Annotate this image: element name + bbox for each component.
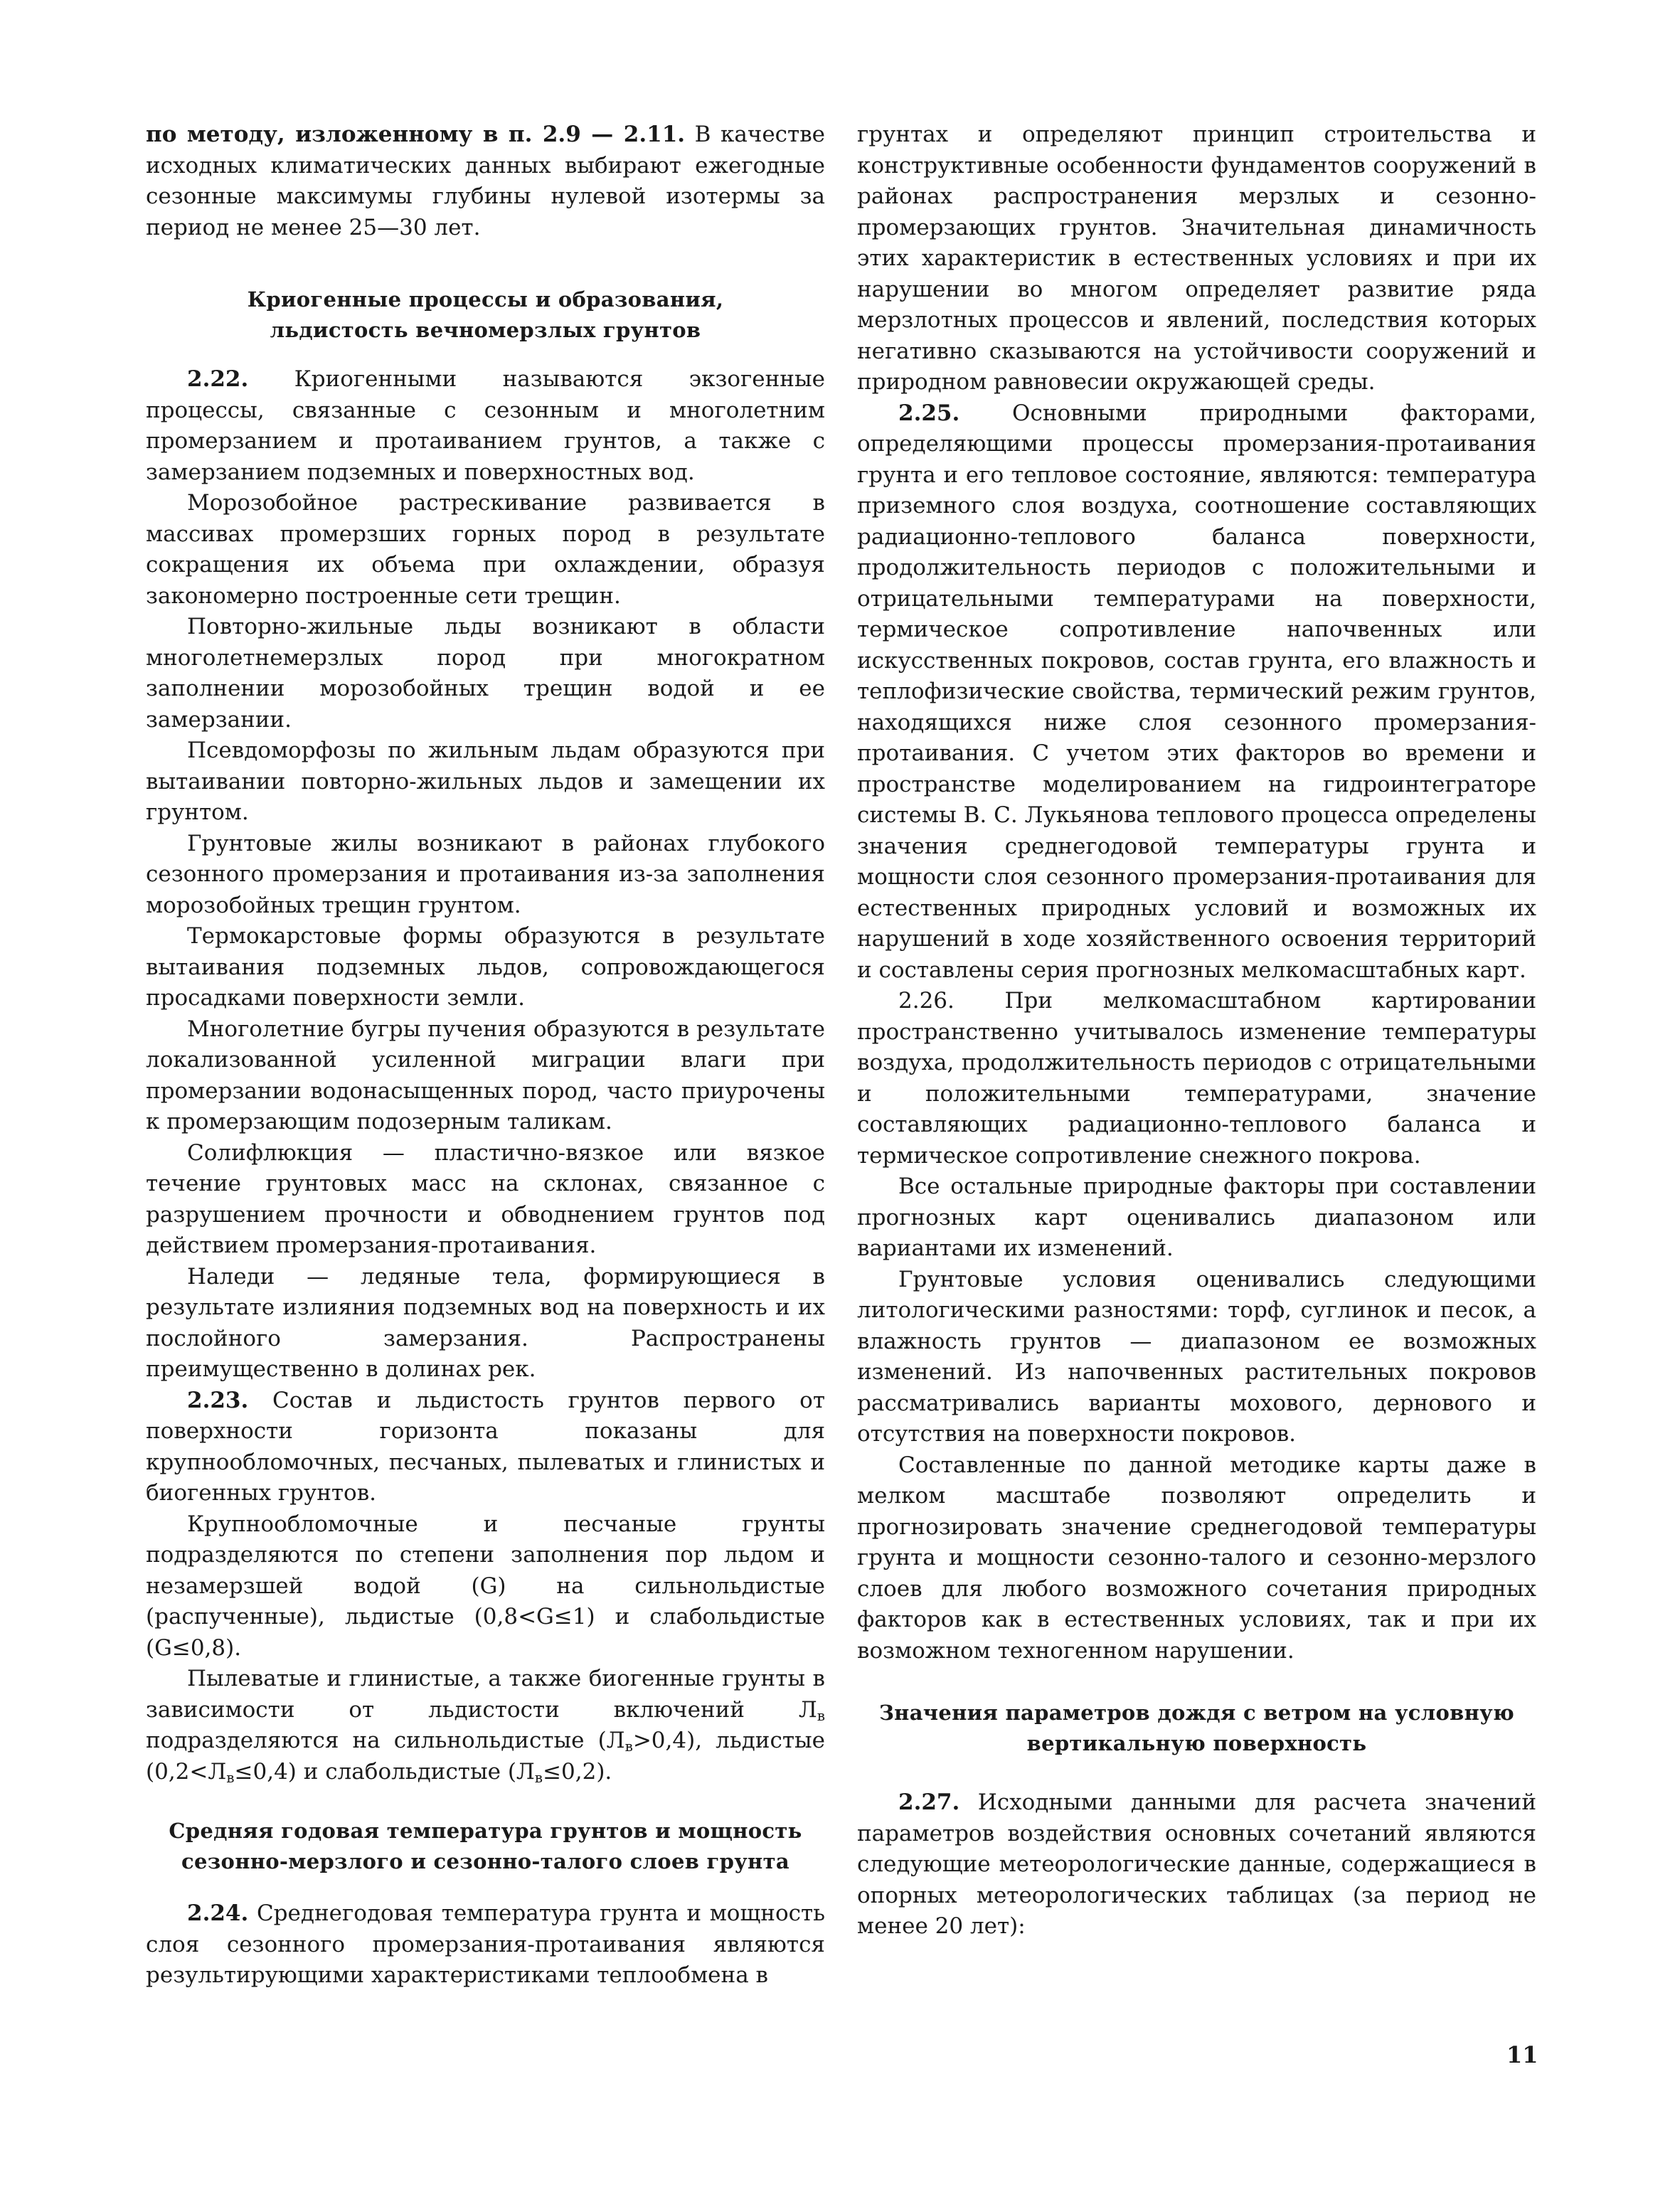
paragraph-text: Криогенными называются экзогенные процессы, связанные с сезонным и многолетним промерзанием и протаиванием грунтов, а также с замерзанием подземных и поверхностных вод. [146, 366, 825, 485]
section-heading-cryogenic [146, 285, 825, 346]
paragraph-2-24 [146, 1898, 825, 1992]
text-run: >0,4), льдистые (0,2<Л [146, 1728, 825, 1785]
heading-line-2: льдистость вечномерзлых грунтов [270, 318, 701, 342]
paragraph-2-23 [146, 1386, 825, 1509]
paragraph-other-factors: Все остальные природные факторы при составлении прогнозных карт оценивались диапазоном или вариантами их изменений. [857, 1174, 1536, 1261]
paragraph-intro [146, 119, 825, 243]
clause-number: 2.27. [898, 1790, 960, 1815]
text-run: подразделяются на сильнольдистые (Л [146, 1728, 625, 1753]
heading-line-1: Криогенные процессы и образования, [247, 287, 724, 312]
paragraph-solifluction: Солифлюкция — пластично-вязкое или вязкое течение грунтовых масс на склонах, связанное с разрушением прочности и обводнением грунтов под действием промерзания-протаивания. [146, 1139, 825, 1258]
paragraph-pseudomorphs: Псевдоморфозы по жильным льдам образуются при вытаивании повторно-жильных льдов и замещении их грунтом. [146, 738, 825, 825]
paragraph-thermokarst: Термокарстовые формы образуются в результате вытаивания подземных льдов, сопровождающегося просадками поверхности земли. [146, 923, 825, 1011]
subscript: в [817, 1706, 825, 1724]
page-number: 11 [1506, 2041, 1538, 2068]
paragraph-continued: грунтах и определяют принцип строительства и конструктивные особенности фундаментов сооружений в районах распространения мерзлых и сезонно-промерзающих грунтов. Значительная динамичность этих характеристик в естественных условиях и при их нарушении во многом определяет развитие ряда мерзлотных процессов и явлений, последствия которых негативно сказываются на устойчивости сооружений и природном равновесии окружающей среды. [857, 122, 1536, 395]
clause-number: 2.22. [187, 366, 249, 392]
heading-line-1: Значения параметров дождя с ветром на условную [878, 1701, 1515, 1725]
paragraph-soil-conditions: Грунтовые условия оценивались следующими литологическими разностями: торф, суглинок и песок, а влажность грунтов — диапазоном ее возможных изменений. Из напочвенных растительных покровов рассматривались варианты мохового, дернового и отсутствия на поверхности покровов. [857, 1266, 1536, 1447]
right-column [857, 119, 1536, 1942]
left-column [146, 119, 825, 1992]
paragraph-2-25 [857, 398, 1536, 987]
text-run: ≤0,2). [543, 1758, 612, 1785]
paragraph-text: Среднегодовая температура грунта и мощность слоя сезонного промерзания-протаивания являются результирующими характеристиками теплообмена в [146, 1900, 825, 1988]
heading-line-2: сезонно-мерзлого и сезонно-талого слоев грунта [181, 1849, 790, 1873]
paragraph-2-22 [146, 364, 825, 488]
paragraph-2-27 [857, 1787, 1536, 1942]
subscript: в [624, 1738, 633, 1755]
paragraph-coarse-soils: Крупнообломочные и песчаные грунты подразделяются по степени заполнения пор льдом и незамерзшей водой (G) на сильнольдистые (распученные), льдистые (0,8<G≤1) и слабольдистые (G≤0,8). [146, 1511, 825, 1661]
heading-line-1: Средняя годовая температура грунтов и мощность [169, 1819, 802, 1843]
paragraph-heave-mounds: Многолетние бугры пучения образуются в результате локализованной усиленной миграции влаги при промерзании водонасыщенных пород, часто приурочены к промерзающим подозерным таликам. [146, 1016, 825, 1134]
intro-text: В качестве исходных климатических данных выбирают ежегодные сезонные максимумы глубины нулевой изотермы за период не менее 25—30 лет. [146, 122, 825, 240]
paragraph-text: Исходными данными для расчета значений параметров воздействия основных сочетаний являются следующие метеорологические данные, содержащиеся в опорных метеорологических таблицах (за период не менее 20 лет): [857, 1790, 1536, 1939]
paragraph-text: Состав и льдистость грунтов первого от поверхности горизонта показаны для крупнообломочных, песчаных, пылеватых и глинистых и биогенных грунтов. [146, 1387, 825, 1506]
heading-line-2: вертикальную поверхность [1026, 1731, 1367, 1755]
clause-number: 2.25. [898, 400, 960, 426]
text-run: ≤0,4) и слабольдистые (Л [234, 1758, 535, 1785]
paragraph-aufeis: Наледи — ледяные тела, формирующиеся в результате излияния подземных вод на поверхность и их послойного замерзания. Распространены преимущественно в долинах рек. [146, 1263, 825, 1382]
subscript: в [534, 1768, 543, 1786]
paragraph-2-26: 2.26. При мелкомасштабном картировании пространственно учитывалось изменение температуры воздуха, продолжительность периодов с отрицательными и положительными температурами, значение составляющих радиационно-теплового баланса и термическое сопротивление снежного покрова. [857, 988, 1536, 1169]
paragraph-frost-cracking: Морозобойное растрескивание развивается в массивах промерзших горных пород в результате сокращения их объема при охлаждении, образуя закономерно построенные сети трещин. [146, 490, 825, 609]
section-heading-temperature [146, 1816, 825, 1877]
section-heading-rain-wind [857, 1698, 1536, 1759]
clause-number: 2.24. [187, 1900, 249, 1926]
paragraph-silty-soils [146, 1664, 825, 1787]
subscript: в [226, 1768, 235, 1786]
paragraph-maps: Составленные по данной методике карты даже в мелком масштабе позволяют определить и прогнозировать значение среднегодовой температуры грунта и мощности сезонно-талого и сезонно-мерзлого слоев для любого возможного сочетания природных факторов как в естественных условиях, так и при их возможном техногенном нарушении. [857, 1452, 1536, 1664]
intro-bold: по методу, изложенному в п. 2.9 — 2.11. [146, 122, 686, 147]
text-run: Пылеватые и глинистые, а также биогенные грунты в зависимости от льдистости включений Л [146, 1666, 825, 1723]
paragraph-text: Основными природными факторами, определяющими процессы промерзания-протаивания грунта и его тепловое состояние, являются: температура приземного слоя воздуха, соотношение составляющих радиационно-теплового баланса поверхности, продолжительность периодов с положительными и отрицательными температурами на поверхности, термическое сопротивление напочвенных или искусственных покровов, состав грунта, его влажность и теплофизические свойства, термический режим грунтов, находящихся ниже слоя сезонного промерзания-протаивания. С учетом этих факторов во времени и пространстве моделированием на гидроинтеграторе системы В. С. Лукьянова теплового процесса определены значения среднегодовой температуры грунта и мощности слоя сезонного промерзания-протаивания для естественных природных условий и возможных их нарушений в ходе хозяйственного освоения территорий и составлены серия прогнозных мелкомасштабных карт. [857, 400, 1536, 983]
paragraph-soil-veins: Грунтовые жилы возникают в районах глубокого сезонного промерзания и протаивания из-за заполнения морозобойных трещин грунтом. [146, 830, 825, 918]
clause-number: 2.23. [187, 1387, 249, 1413]
paragraph-ice-wedges: Повторно-жильные льды возникают в области многолетнемерзлых пород при многократном заполнении морозобойных трещин водой и ее замерзании. [146, 614, 825, 733]
